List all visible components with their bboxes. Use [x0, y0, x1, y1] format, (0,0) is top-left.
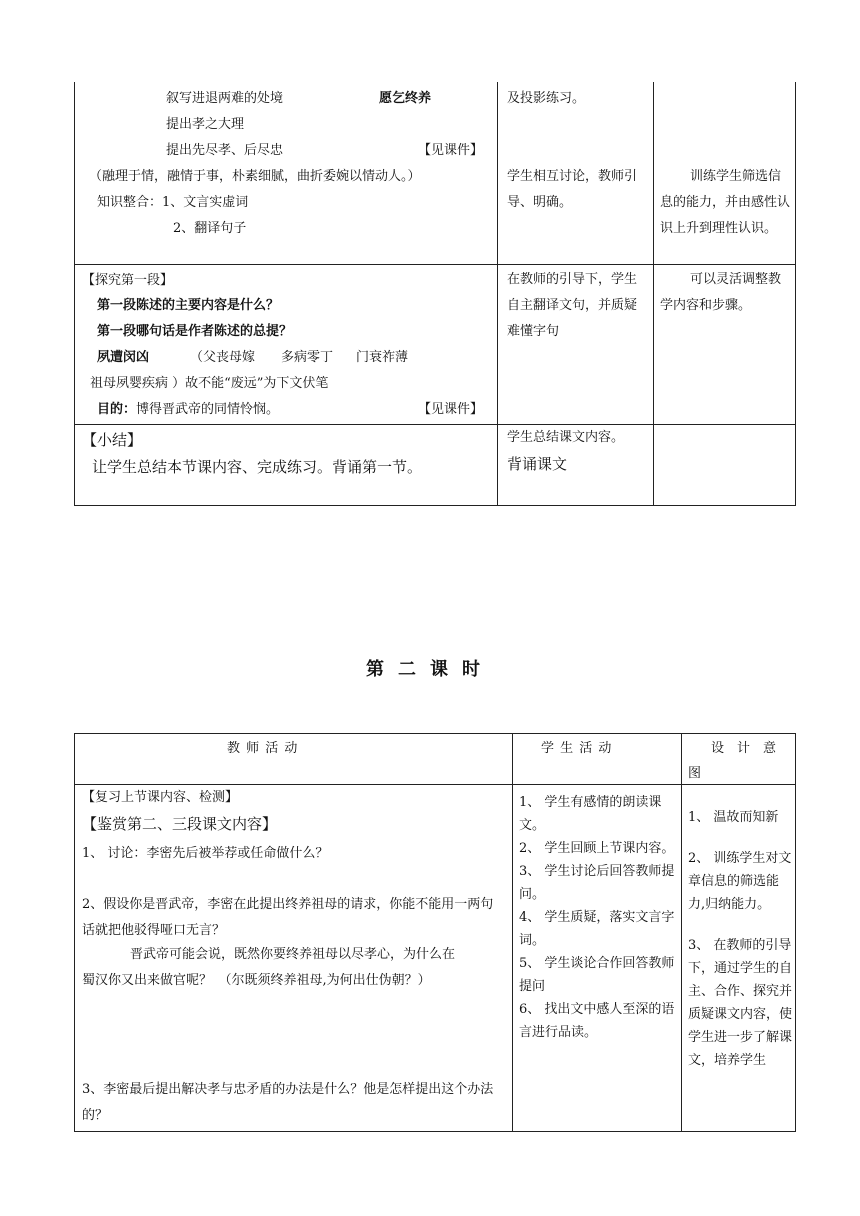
row2-purpose-label: 目的： — [97, 402, 137, 417]
row3-student-1: 学生总结课文内容。 — [507, 430, 625, 445]
t2-item2-answer-1: 晋武帝可能会说，既然你要终养祖母以尽孝心，为什么在 — [130, 947, 456, 962]
row2-q2: 第一段哪句话是作者陈述的总提？ — [97, 324, 293, 339]
row2-student: 在教师的引导下，学生自主翻译文句，并质疑难懂字句 — [507, 272, 638, 339]
table2-right-border — [795, 733, 796, 1132]
t2-design-list — [688, 806, 792, 1130]
row2-key-phrase: 夙遭闵凶 — [97, 350, 150, 365]
row1-line1-left: 叙写进退两难的处境 — [166, 91, 284, 106]
student-item-1: 1、 学生有感情的朗读课文。 — [519, 795, 662, 833]
student-item-2: 2、 学生回顾上节课内容。 — [519, 841, 675, 856]
row1-line2: 提出孝之大理 — [166, 117, 245, 132]
row1-student-1: 及投影练习。 — [507, 91, 586, 106]
table2-left-border — [74, 733, 75, 1132]
row2-q1: 第一段陈述的主要内容是什么？ — [97, 298, 280, 313]
row2-purpose-text: 博得晋武帝的同情怜悯。 — [136, 402, 280, 417]
student-item-4: 4、 学生质疑，落实文言字词。 — [519, 910, 675, 948]
table2-header-divider — [74, 784, 796, 785]
table1-left-border — [74, 82, 75, 506]
section-title: 第二课时 — [366, 659, 494, 680]
row1-student-2: 学生相互讨论，教师引导、明确。 — [507, 169, 638, 210]
table2-top-border — [74, 733, 796, 734]
student-item-5: 5、 学生谈论合作回答教师提问 — [519, 956, 675, 994]
row1-line5: 知识整合：1、文言实虚词 — [97, 195, 249, 210]
t2-item3: 3、李密最后提出解决孝与忠矛盾的办法是什么？他是怎样提出这个办法的？ — [82, 1082, 494, 1123]
table2-divider-2 — [681, 733, 682, 1132]
table2-header-design-2: 图 — [688, 766, 702, 781]
t2-item2-answer-2: 蜀汉你又出来做官呢？ （尔既须终养祖母,为何出仕伪朝？） — [82, 973, 431, 988]
row1-see-courseware: 【见课件】 — [418, 143, 484, 158]
row2-see-courseware: 【见课件】 — [418, 402, 484, 417]
row1-line1-right: 愿乞终养 — [379, 91, 432, 106]
row2-heading: 【探究第一段】 — [82, 273, 174, 288]
t2-item2: 2、假设你是晋武帝，李密在此提出终养祖母的请求，你能不能用一两句话就把他驳得哑口无言？ — [82, 897, 494, 938]
row2-detail-c: 门衰祚薄 — [356, 350, 409, 365]
table1-right-border — [795, 82, 796, 506]
student-item-3: 3、 学生讨论后回答教师提问。 — [519, 864, 675, 902]
student-item-6: 6、 找出文中感人至深的语言进行品读。 — [519, 1002, 675, 1040]
table2-divider-1 — [512, 733, 513, 1132]
table2-bottom-border — [74, 1131, 796, 1132]
design-item-2: 2、 训练学生对文章信息的筛选能力,归纳能力。 — [688, 851, 792, 912]
table1-divider-1 — [497, 82, 498, 506]
row2-detail-b: 多病零丁 — [281, 350, 334, 365]
row1-line3-left: 提出先尽孝、后尽忠 — [166, 143, 284, 158]
row1-design: 训练学生筛选信息的能力，并由感性认识上升到理性认识。 — [660, 169, 791, 236]
table1-row-divider-1 — [74, 264, 796, 265]
table2-header-teacher: 教 师 活 动 — [227, 741, 299, 756]
design-item-1: 1、 温故而知新 — [688, 810, 779, 825]
row3-heading: 【小结】 — [82, 431, 143, 449]
row3-student-2: 背诵课文 — [507, 455, 568, 473]
table1-divider-2 — [653, 82, 654, 506]
design-item-3: 3、 在教师的引导下，通过学生的自主、合作、探究并质疑课文内容，使学生进一步了解课文，培养学生 — [688, 938, 792, 1068]
t2-item1: 1、 讨论：李密先后被举荐或任命做什么？ — [82, 846, 329, 861]
row2-design: 可以灵活调整教学内容和步骤。 — [660, 272, 782, 313]
table1-bottom-border — [74, 505, 796, 506]
row1-line4: （融理于情，融情于事，朴素细腻，曲折委婉以情动人。） — [89, 169, 421, 184]
row3-text: 让学生总结本节课内容、完成练习。背诵第一节。 — [92, 458, 423, 476]
row2-detail-line2: 祖母夙婴疾病 ）故不能“废远”为下文伏笔 — [90, 376, 329, 391]
t2-review: 【复习上节课内容、检测】 — [82, 790, 239, 805]
row2-detail-a: （父丧母嫁 — [190, 350, 256, 365]
table2-header-design-1: 设 计 意 — [711, 741, 777, 756]
table2-header-student: 学 生 活 动 — [541, 741, 613, 756]
t2-appreciate: 【鉴赏第二、三段课文内容】 — [82, 815, 278, 833]
table1-row-divider-2 — [74, 424, 796, 425]
t2-student-list — [519, 791, 677, 1044]
row1-line6: 2、翻译句子 — [173, 221, 247, 236]
